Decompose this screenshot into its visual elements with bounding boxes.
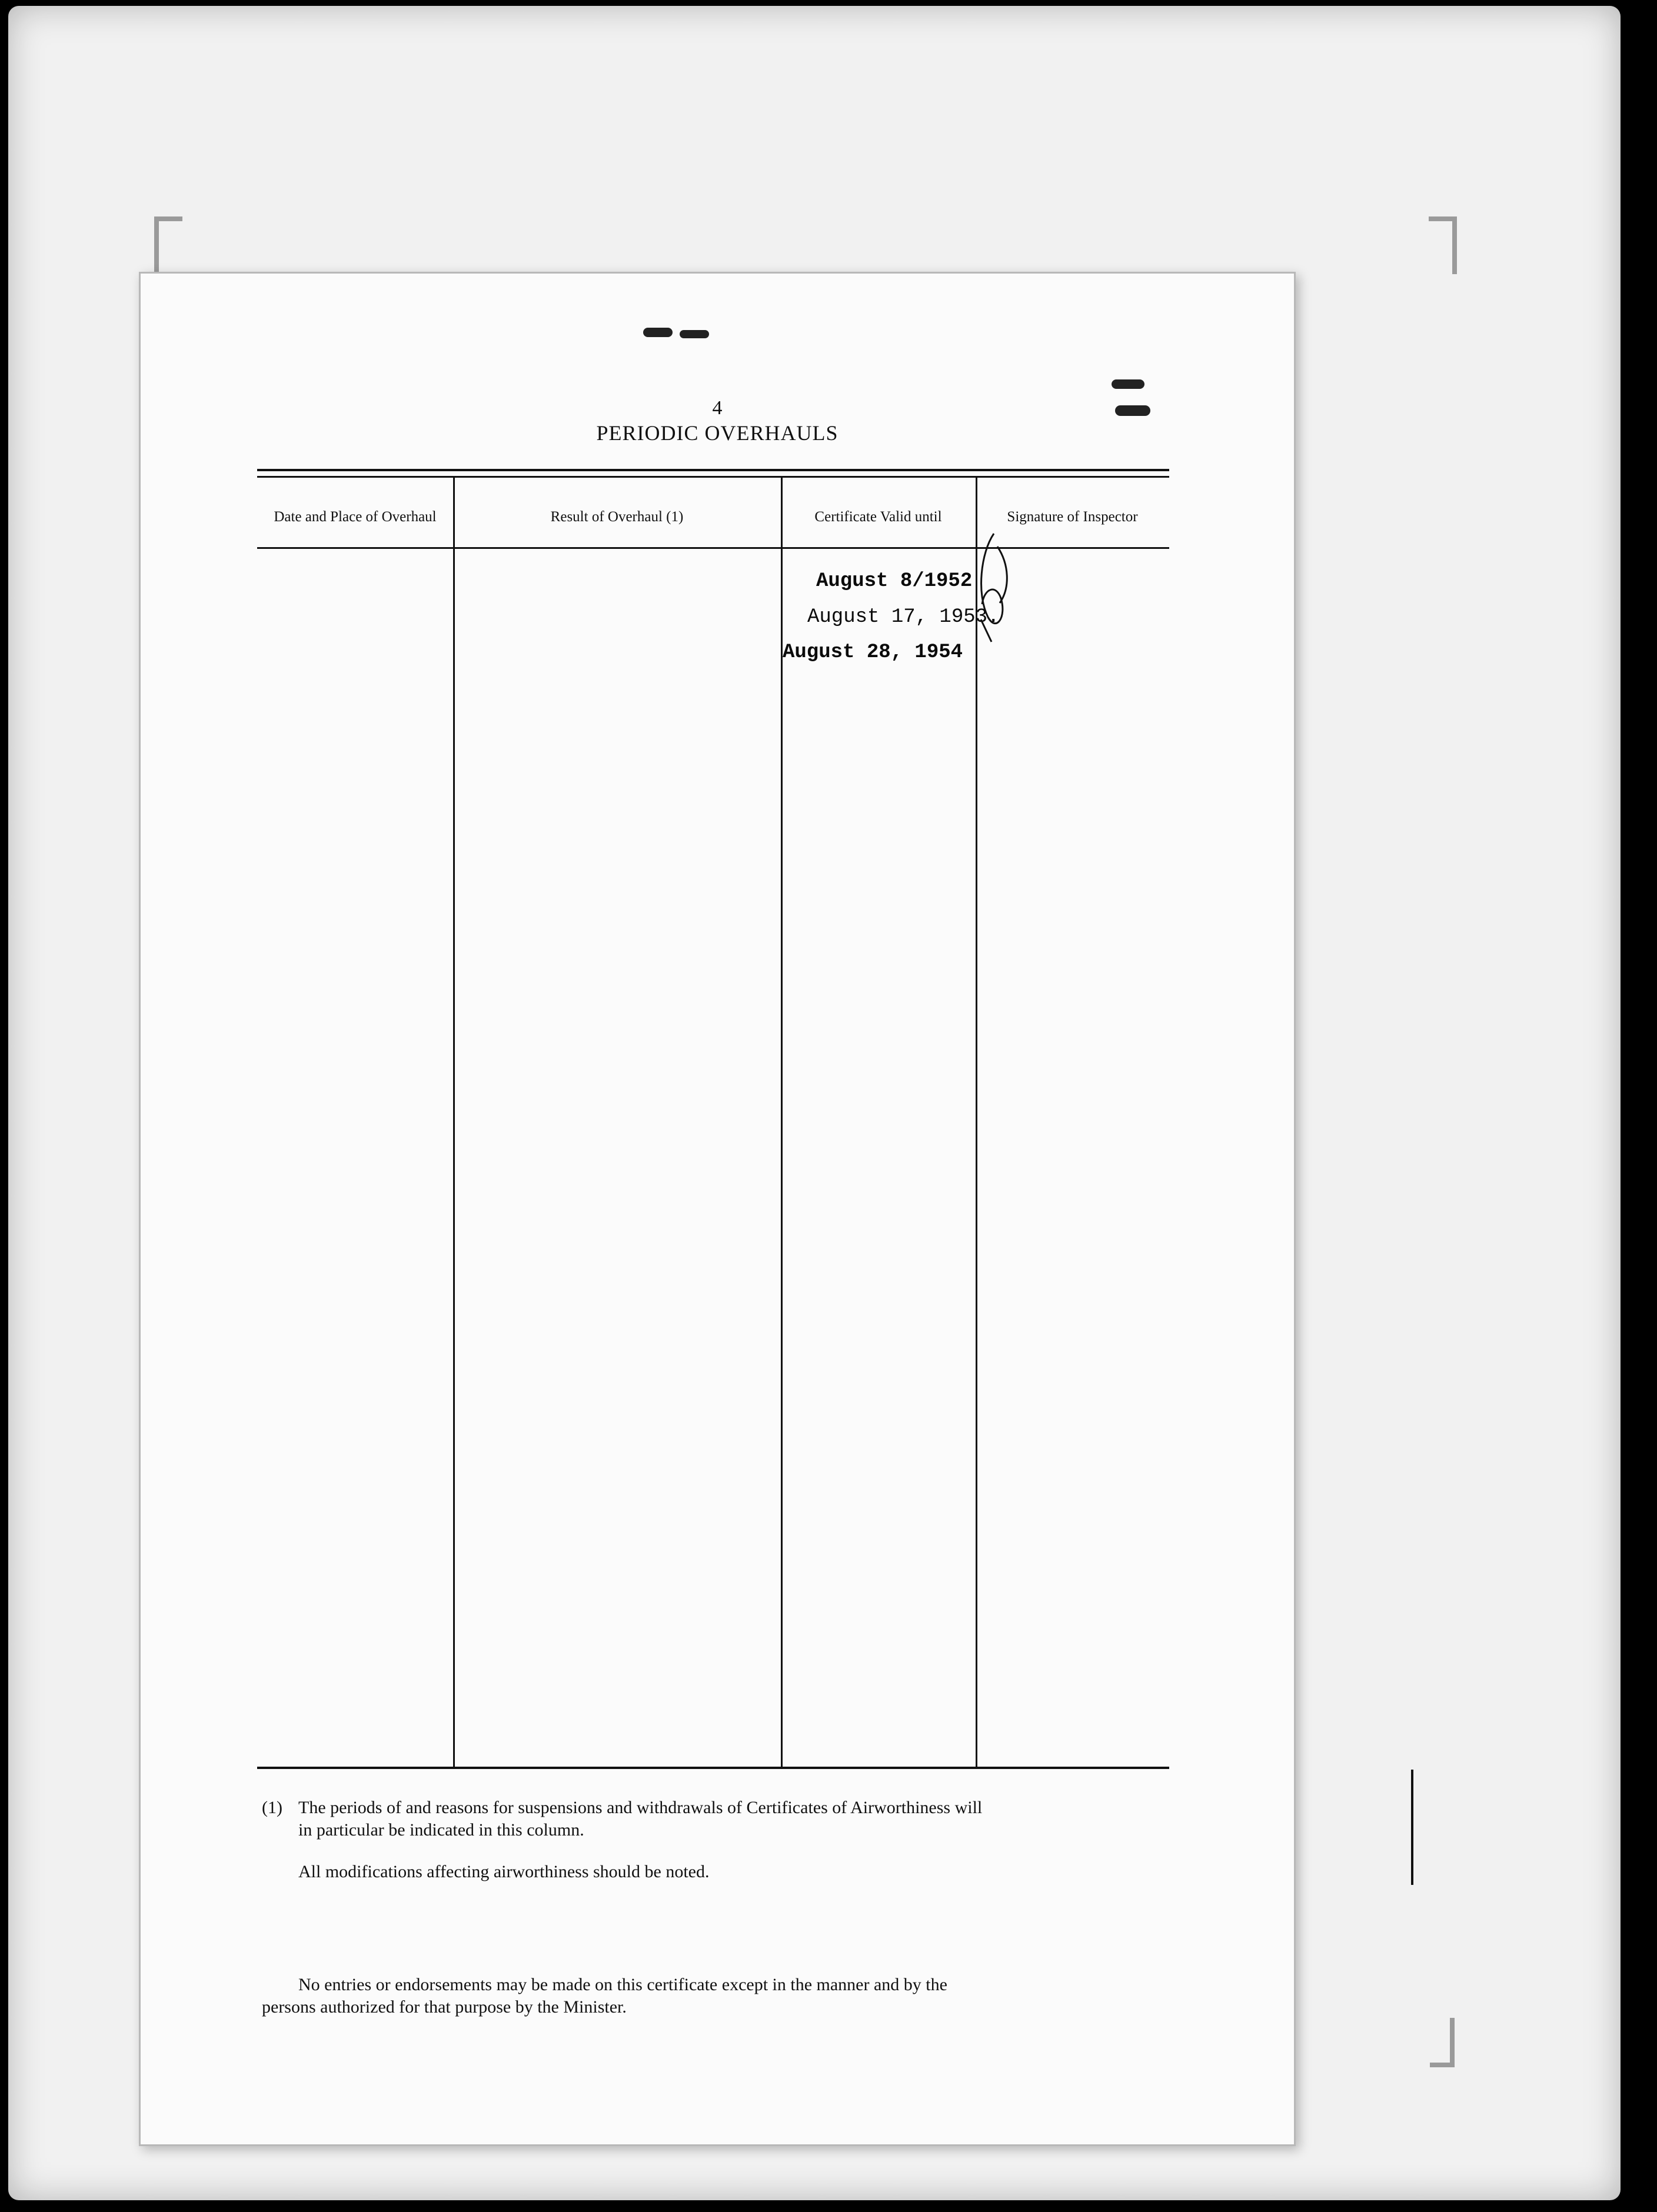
column-header-signature: Signature of Inspector (1007, 508, 1138, 525)
column-divider (453, 476, 455, 1769)
column-header-valid-until: Certificate Valid until (814, 508, 942, 525)
certificate-page (139, 272, 1296, 2146)
closing-text: persons authorized for that purpose by the Minister. (262, 1997, 627, 2017)
valid-until-entry: August 17, 1953. (807, 606, 1000, 628)
ink-smudge (643, 328, 673, 337)
inspector-signature (970, 529, 1017, 647)
table-header-rule (257, 547, 1169, 549)
ink-smudge (680, 330, 709, 338)
footnote-text: The periods of and reasons for suspensions and withdrawals of Certificates of Airworthiness will (298, 1798, 983, 1817)
ink-smudge (1112, 379, 1144, 389)
valid-until-entry: August 8/1952 (816, 570, 973, 592)
footnote-number: (1) (262, 1798, 282, 1817)
page-number: 4 (712, 397, 723, 419)
table-top-rule (257, 469, 1169, 478)
crop-mark-bottom-right (1430, 2018, 1455, 2067)
column-header-date-place: Date and Place of Overhaul (274, 508, 437, 525)
column-divider (976, 476, 977, 1769)
crop-mark-top-left (154, 216, 182, 274)
column-header-result: Result of Overhaul (1) (550, 508, 684, 525)
overhaul-table (257, 469, 1169, 1769)
table-bottom-rule (257, 1767, 1169, 1769)
closing-text: No entries or endorsements may be made on this certificate except in the manner and by the (298, 1975, 947, 1994)
page-title: PERIODIC OVERHAULS (596, 421, 839, 445)
margin-rule-right (1411, 1770, 1413, 1885)
column-divider (781, 476, 783, 1769)
valid-until-entry: August 28, 1954 (783, 641, 963, 664)
crop-mark-top-right (1429, 216, 1457, 274)
footnote-text: in particular be indicated in this column. (298, 1820, 584, 1840)
modifications-note: All modifications affecting airworthiness should be noted. (298, 1862, 710, 1881)
